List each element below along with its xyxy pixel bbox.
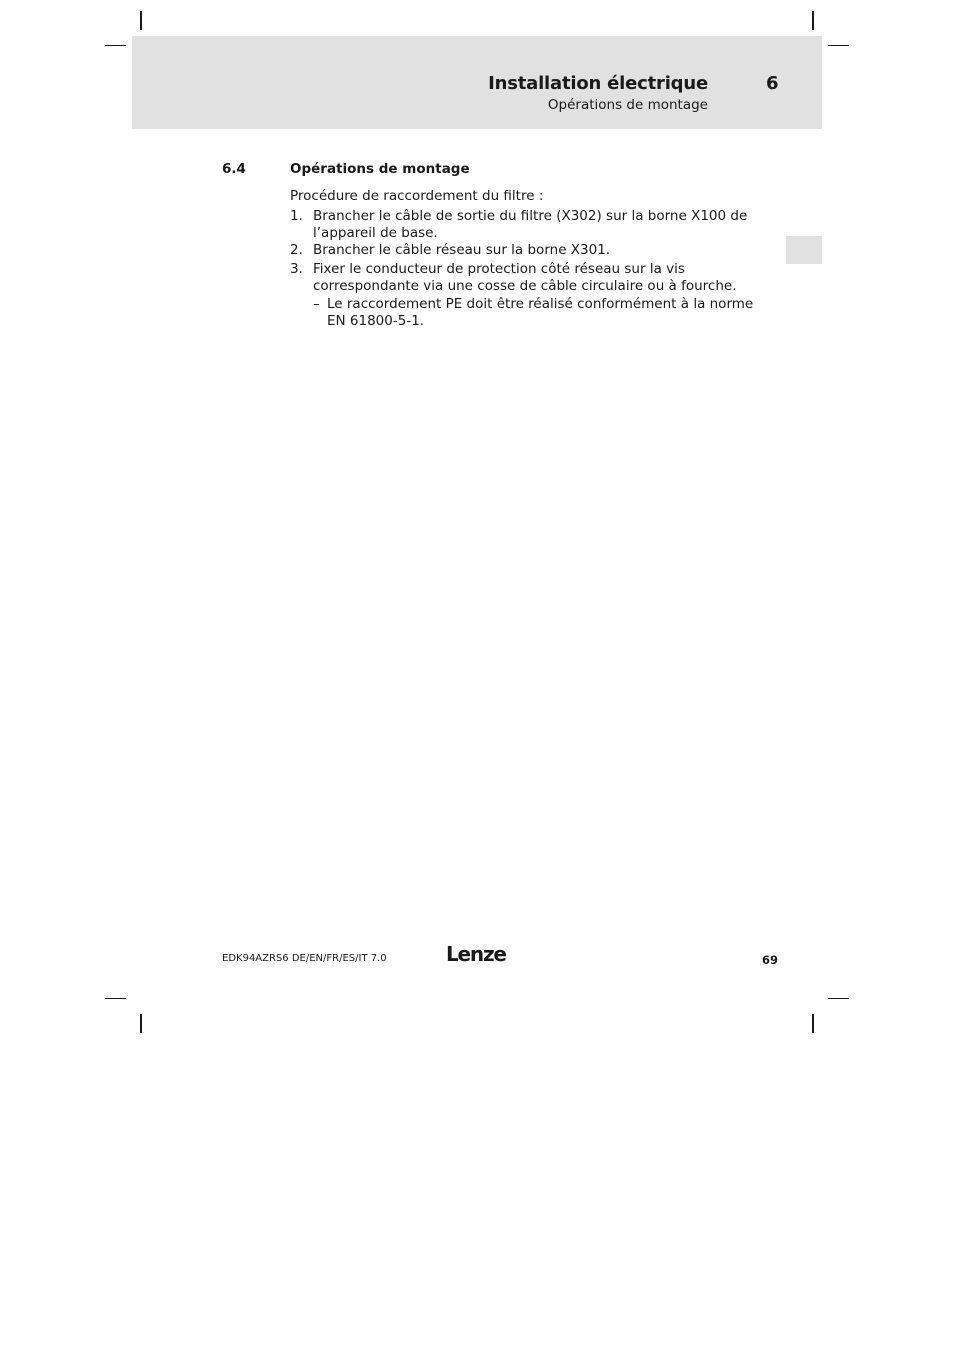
step-text: Brancher le câble de sortie du filtre (X302) sur la borne X100 de l’appareil de base. [313, 208, 748, 241]
step-number: 3. [290, 261, 303, 277]
lenze-logo: Lenze [446, 942, 506, 966]
chapter-number: 6 [766, 73, 779, 94]
note-dash: – [313, 296, 320, 312]
section-title: Opérations de montage [290, 161, 470, 177]
crop-mark-bottom-right-horizontal [828, 998, 849, 999]
step-text: Fixer le conducteur de protection côté réseau sur la vis correspondante via une cosse de câble circulaire ou à fourche. [313, 261, 737, 294]
crop-mark-bottom-right-vertical [812, 1014, 814, 1033]
intro-text: Procédure de raccordement du filtre : [290, 188, 544, 204]
crop-mark-top-left-vertical [140, 11, 142, 30]
crop-mark-bottom-left-vertical [140, 1014, 142, 1033]
note-text: Le raccordement PE doit être réalisé conformément à la norme EN 61800-5-1. [327, 296, 754, 329]
step-text: Brancher le câble réseau sur la borne X301. [313, 242, 611, 258]
page-number: 69 [762, 953, 779, 967]
crop-mark-top-left-horizontal [105, 45, 126, 46]
crop-mark-top-right-vertical [812, 11, 814, 30]
step-number: 2. [290, 242, 303, 258]
document-id: EDK94AZRS6 DE/EN/FR/ES/IT 7.0 [222, 953, 387, 964]
crop-mark-bottom-left-horizontal [105, 998, 126, 999]
chapter-title: Installation électrique [488, 73, 708, 94]
chapter-subtitle: Opérations de montage [547, 97, 708, 113]
section-number: 6.4 [222, 161, 246, 177]
crop-mark-top-right-horizontal [828, 45, 849, 46]
header-band [132, 36, 822, 129]
side-tab-marker [786, 236, 822, 264]
step-number: 1. [290, 208, 303, 224]
